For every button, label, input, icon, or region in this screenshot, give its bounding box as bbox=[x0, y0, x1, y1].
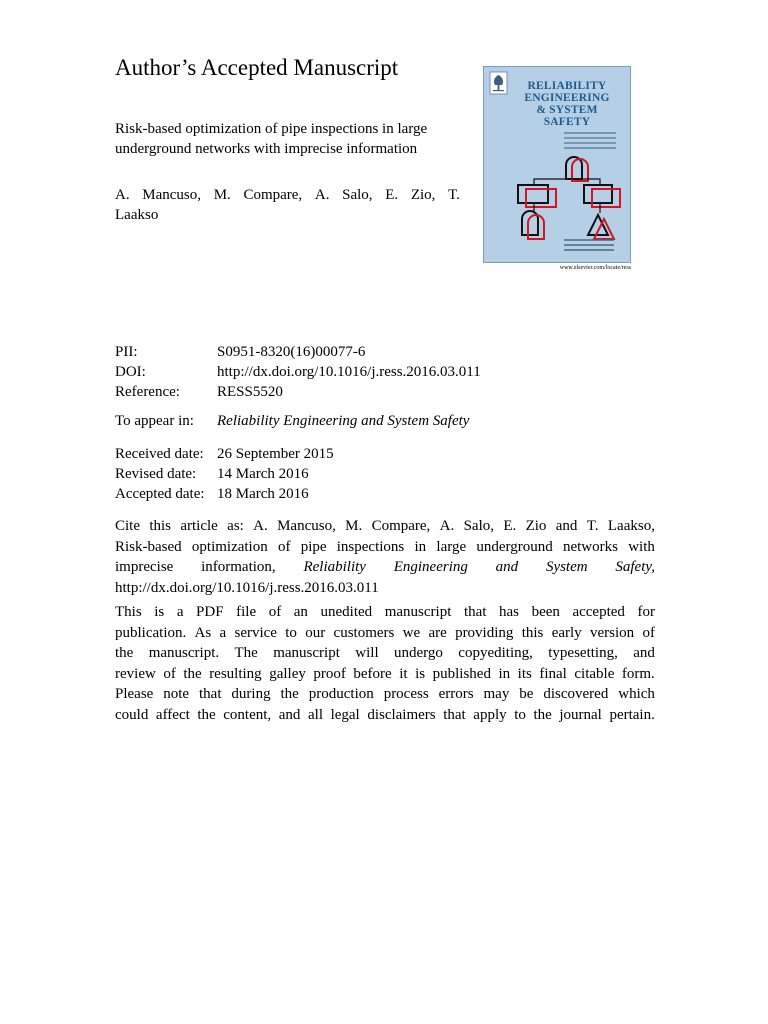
author-word: E. bbox=[385, 187, 399, 203]
manuscript-metadata bbox=[115, 342, 481, 402]
pii-value: S0951-8320(16)00077-6 bbox=[217, 344, 366, 360]
disclaimer-word: published bbox=[432, 665, 491, 682]
citation-word: Cite bbox=[115, 518, 140, 534]
citation-word: Risk-based bbox=[115, 538, 182, 555]
disclaimer-word: The bbox=[234, 645, 258, 661]
citation-word: A. bbox=[253, 518, 268, 534]
disclaimer-word: providing bbox=[455, 624, 514, 641]
received-date-label: Received date: bbox=[115, 446, 204, 462]
citation-line-1 bbox=[115, 516, 655, 537]
citation-block bbox=[115, 516, 655, 598]
disclaimer-word: PDF bbox=[196, 604, 224, 620]
pii-row bbox=[115, 342, 481, 362]
author-word: M. bbox=[213, 187, 231, 203]
disclaimer-word: in bbox=[498, 665, 511, 682]
disclaimer-word: of bbox=[642, 624, 655, 641]
disclaimer-paragraph bbox=[115, 602, 655, 725]
disclaimer-word: be bbox=[519, 686, 534, 702]
citation-word: M. bbox=[345, 518, 363, 534]
disclaimer-word: manuscript. bbox=[148, 645, 220, 661]
disclaimer-word: and bbox=[278, 706, 301, 723]
disclaimer-word: Please bbox=[115, 686, 154, 702]
author-word: Mancuso, bbox=[142, 187, 202, 203]
disclaimer-word: unedited bbox=[320, 604, 373, 620]
author-list-line-1 bbox=[115, 185, 460, 205]
disclaimer-word: resulting bbox=[209, 665, 262, 682]
citation-word: T. bbox=[586, 518, 599, 534]
author-word: Zio, bbox=[410, 187, 436, 203]
disclaimer-word: is bbox=[154, 604, 165, 620]
disclaimer-word: which bbox=[618, 686, 655, 702]
disclaimer-word: file bbox=[236, 604, 257, 620]
disclaimer-word: its bbox=[517, 665, 532, 682]
citation-word: Laakso, bbox=[607, 518, 655, 534]
disclaimer-word: citable bbox=[574, 665, 615, 682]
disclaimer-word: the bbox=[280, 686, 299, 702]
citation-word: and bbox=[555, 518, 578, 534]
disclaimer-word: to bbox=[285, 624, 297, 641]
author-word: A. bbox=[115, 187, 130, 203]
citation-journal-word: Safety, bbox=[615, 559, 655, 575]
disclaimer-word: service bbox=[234, 624, 277, 641]
journal-url[interactable]: www.elsevier.com/locate/ress bbox=[559, 265, 631, 271]
reference-label: Reference: bbox=[115, 384, 180, 400]
citation-journal-word: Reliability bbox=[303, 559, 366, 575]
journal-cover bbox=[483, 66, 631, 263]
elsevier-tree-icon bbox=[490, 72, 507, 94]
doi-row bbox=[115, 362, 481, 382]
disclaimer-word: undergo bbox=[394, 645, 443, 661]
author-word: A. bbox=[314, 187, 330, 203]
revised-date-row bbox=[115, 464, 334, 484]
disclaimer-word: legal bbox=[330, 706, 360, 723]
disclaimer-word: before bbox=[353, 665, 392, 682]
citation-line-3 bbox=[115, 557, 655, 578]
accepted-date-value: 18 March 2016 bbox=[217, 486, 309, 502]
disclaimer-word: version bbox=[589, 624, 635, 641]
disclaimer-word: process bbox=[383, 686, 429, 702]
citation-word: as: bbox=[227, 518, 244, 534]
citation-word: networks bbox=[562, 538, 618, 555]
disclaimer-word: are bbox=[428, 624, 447, 641]
disclaimer-word: manuscript bbox=[273, 645, 340, 661]
disclaimer-word: final bbox=[539, 665, 567, 682]
disclaimer-line bbox=[115, 705, 655, 726]
disclaimer-word: during bbox=[231, 686, 271, 702]
citation-word: Compare, bbox=[371, 518, 431, 534]
citation-word: underground bbox=[476, 538, 553, 555]
disclaimer-word: is bbox=[415, 665, 426, 682]
disclaimer-word: of bbox=[268, 604, 282, 620]
to-appear-in-label: To appear in: bbox=[115, 413, 194, 429]
doi-label: DOI: bbox=[115, 364, 146, 380]
disclaimer-word: note bbox=[163, 686, 190, 702]
disclaimer-word: form. bbox=[621, 665, 655, 682]
citation-word: A. bbox=[439, 518, 455, 534]
journal-title: Reliability Engineering and System Safety bbox=[217, 413, 470, 429]
disclaimer-word: pertain. bbox=[609, 706, 655, 723]
citation-word: pipe bbox=[300, 538, 327, 555]
citation-word: imprecise bbox=[115, 559, 174, 575]
author-word: T. bbox=[448, 187, 460, 203]
disclaimer-line bbox=[115, 643, 655, 664]
reference-value: RESS5520 bbox=[217, 384, 283, 400]
citation-word: inspections bbox=[336, 538, 405, 555]
disclaimer-line bbox=[115, 684, 655, 705]
disclaimer-line bbox=[115, 602, 655, 623]
journal-cover-title: RELIABILITY ENGINEERING & SYSTEM SAFETY bbox=[524, 80, 610, 128]
citation-word: in bbox=[414, 538, 427, 555]
disclaimer-word: a bbox=[219, 624, 227, 641]
disclaimer-word: we bbox=[402, 624, 421, 641]
citation-word: large bbox=[436, 538, 467, 555]
disclaimer-line bbox=[115, 664, 655, 685]
disclaimer-word: affect bbox=[155, 706, 190, 723]
disclaimer-word: and bbox=[633, 645, 655, 661]
disclaimer-word: apply bbox=[473, 706, 507, 723]
disclaimer-word: As bbox=[194, 624, 212, 641]
disclaimer-word: that bbox=[463, 604, 487, 620]
disclaimer-line bbox=[115, 623, 655, 644]
citation-word: this bbox=[149, 518, 172, 534]
disclaimer-word: galley bbox=[269, 665, 306, 682]
disclaimer-word: manuscript bbox=[384, 604, 452, 620]
disclaimer-word: production bbox=[308, 686, 374, 702]
revised-date-value: 14 March 2016 bbox=[217, 466, 309, 482]
disclaimer-word: it bbox=[399, 665, 408, 682]
citation-word: optimization bbox=[191, 538, 268, 555]
received-date-value: 26 September 2015 bbox=[217, 446, 334, 462]
author-word: Compare, bbox=[243, 187, 303, 203]
cover-diagram bbox=[512, 161, 624, 241]
disclaimer-word: errors bbox=[438, 686, 474, 702]
article-title-line-2: underground networks with imprecise information bbox=[115, 141, 418, 157]
disclaimer-word: to bbox=[514, 706, 526, 723]
disclaimer-word: the bbox=[183, 665, 202, 682]
disclaimer-word: a bbox=[176, 604, 184, 620]
citation-doi-link[interactable]: http://dx.doi.org/10.1016/j.ress.2016.03.011 bbox=[115, 579, 379, 596]
disclaimer-word: accepted bbox=[572, 604, 625, 620]
disclaimer-word: This bbox=[115, 604, 142, 620]
article-title bbox=[115, 119, 460, 159]
citation-word: with bbox=[628, 538, 655, 555]
citation-line-2 bbox=[115, 537, 655, 558]
citation-word: information, bbox=[201, 559, 276, 575]
doi-link[interactable]: http://dx.doi.org/10.1016/j.ress.2016.03.011 bbox=[217, 364, 481, 380]
editor-credits bbox=[564, 132, 616, 152]
disclaimer-word: may bbox=[483, 686, 510, 702]
disclaimer-word: for bbox=[637, 604, 655, 620]
disclaimer-word: could bbox=[115, 706, 149, 723]
citation-word: Zio bbox=[525, 518, 547, 534]
disclaimer-word: publication. bbox=[115, 624, 187, 641]
disclaimer-word: review bbox=[115, 665, 156, 682]
author-word: Salo, bbox=[342, 187, 373, 203]
accepted-date-label: Accepted date: bbox=[115, 486, 205, 502]
disclaimer-word: copyediting, bbox=[458, 645, 533, 661]
disclaimer-word: has bbox=[499, 604, 519, 620]
disclaimer-word: been bbox=[531, 604, 560, 620]
disclaimer-word: our bbox=[305, 624, 326, 641]
reference-row bbox=[115, 382, 481, 402]
citation-journal-word: System bbox=[545, 559, 588, 575]
author-list bbox=[115, 185, 460, 225]
citation-word: article bbox=[180, 518, 218, 534]
sciencedirect-logo bbox=[564, 239, 614, 254]
disclaimer-word: the bbox=[533, 706, 552, 723]
disclaimer-word: content, bbox=[223, 706, 272, 723]
disclaimer-word: journal bbox=[559, 706, 602, 723]
disclaimer-word: discovered bbox=[543, 686, 609, 702]
manuscript-dates bbox=[115, 444, 334, 504]
disclaimer-word: proof bbox=[313, 665, 346, 682]
disclaimer-word: an bbox=[293, 604, 308, 620]
revised-date-label: Revised date: bbox=[115, 466, 197, 482]
citation-word: Salo, bbox=[463, 518, 494, 534]
disclaimer-word: typesetting, bbox=[548, 645, 618, 661]
citation-word: of bbox=[277, 538, 291, 555]
disclaimer-word: customers bbox=[333, 624, 395, 641]
citation-journal-word: and bbox=[495, 559, 519, 575]
pii-label: PII: bbox=[115, 344, 138, 360]
disclaimer-word: of bbox=[163, 665, 176, 682]
accepted-date-row bbox=[115, 484, 334, 504]
disclaimer-word: will bbox=[355, 645, 379, 661]
disclaimer-word: that bbox=[443, 706, 466, 723]
citation-word: E. bbox=[503, 518, 517, 534]
disclaimer-word: all bbox=[308, 706, 323, 723]
disclaimer-word: early bbox=[551, 624, 582, 641]
citation-journal-word: Engineering bbox=[393, 559, 468, 575]
to-appear-in-row bbox=[115, 411, 469, 431]
disclaimer-word: the bbox=[197, 706, 216, 723]
citation-word: Mancuso, bbox=[277, 518, 336, 534]
disclaimer-word: that bbox=[199, 686, 222, 702]
article-title-line-1: Risk-based optimization of pipe inspections in large bbox=[115, 121, 428, 137]
author-list-line-2: Laakso bbox=[115, 207, 159, 223]
disclaimer-word: the bbox=[115, 645, 134, 661]
disclaimer-word: disclaimers bbox=[367, 706, 436, 723]
received-date-row bbox=[115, 444, 334, 464]
manuscript-header: Author’s Accepted Manuscript bbox=[115, 55, 399, 80]
disclaimer-word: this bbox=[521, 624, 544, 641]
